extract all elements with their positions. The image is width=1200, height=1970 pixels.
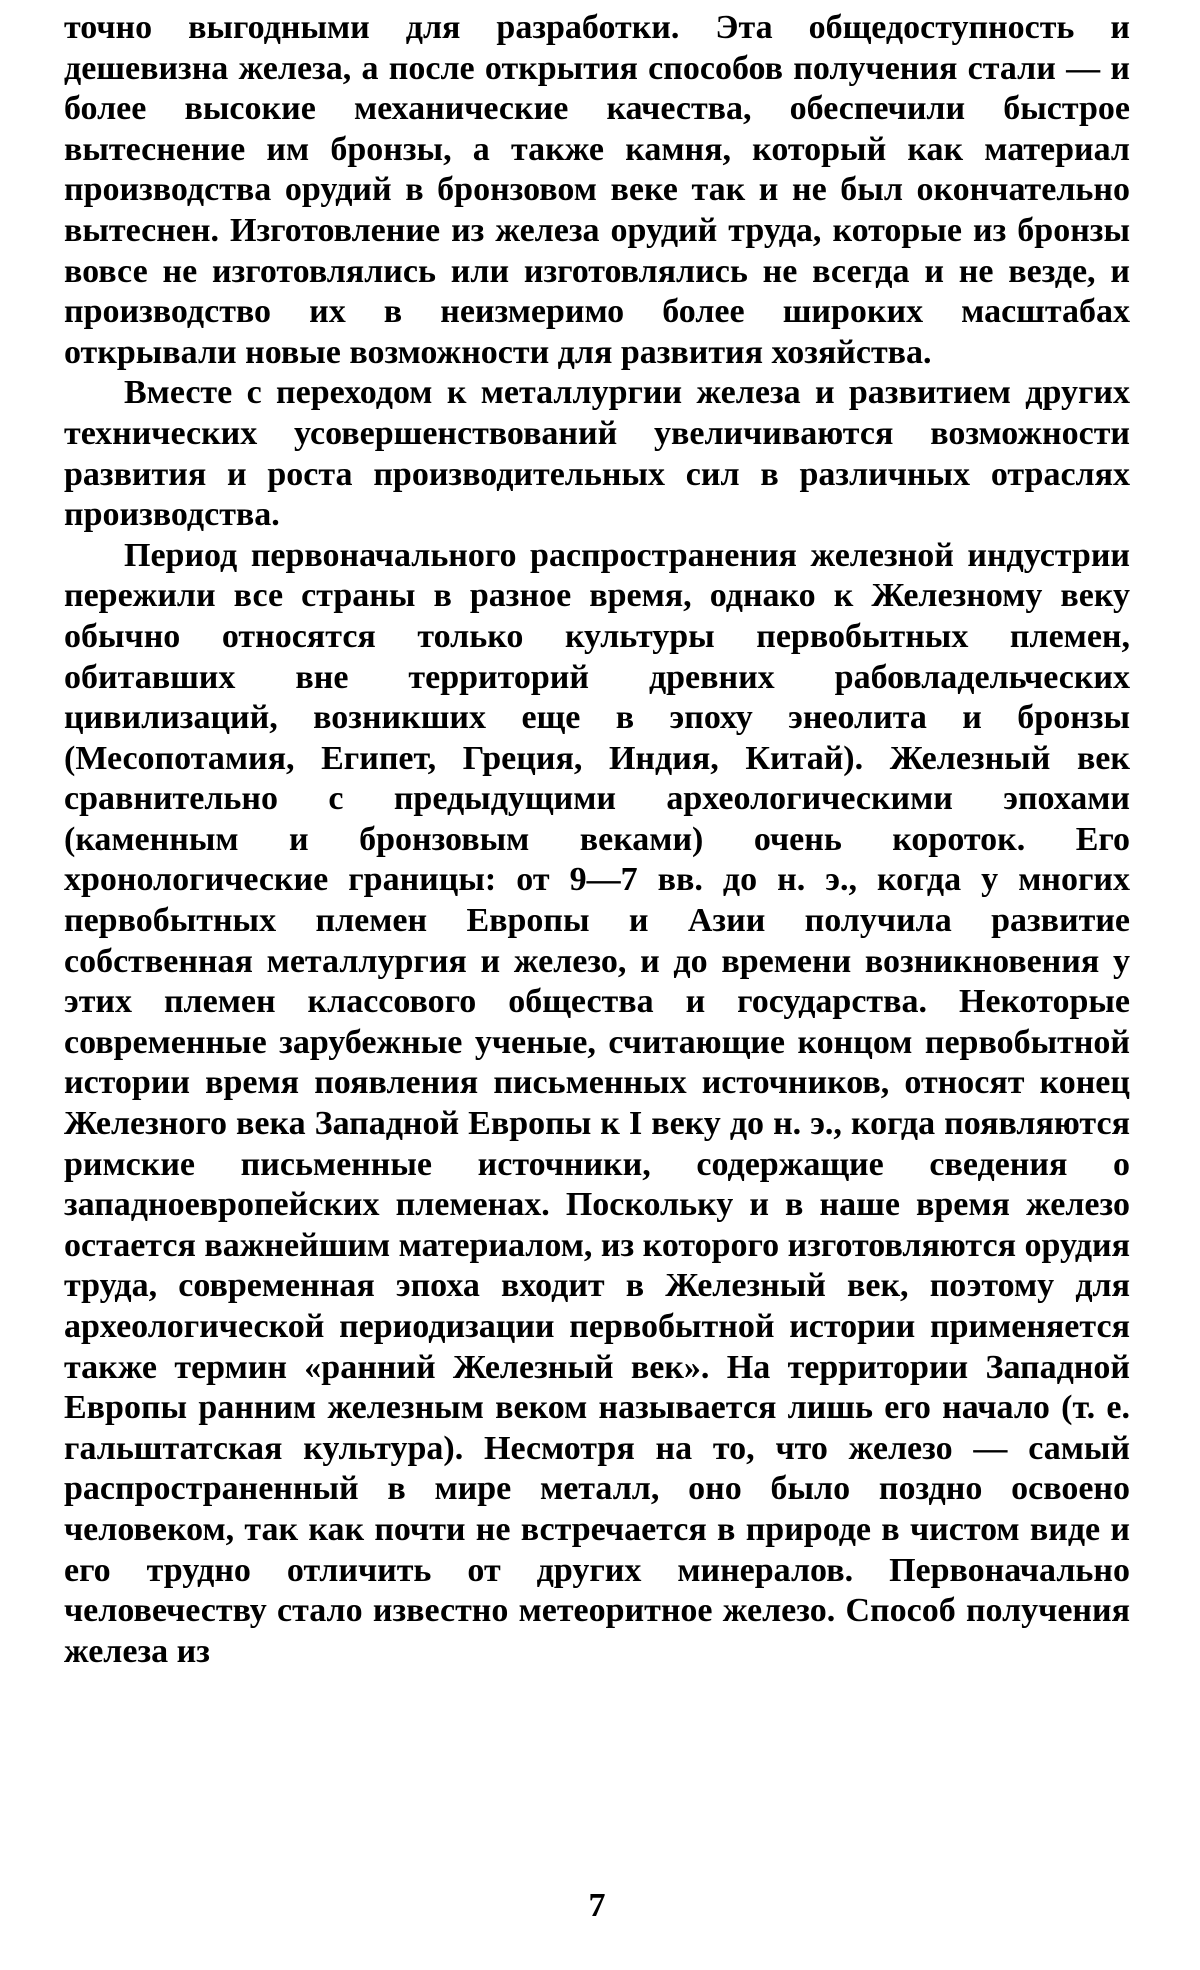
paragraph-metallurgy-progress: Вместе с переходом к металлургии железа и развитием других технических усовершенствований увеличиваются возможности развития и роста производительных сил в различных отраслях производства. xyxy=(64,374,1130,534)
page-number: 7 xyxy=(588,1887,606,1924)
paragraph-iron-age-period: Период первоначального распространения железной индустрии пережили все страны в разное время, однако к Железному веку обычно относятся только культуры первобытных племен, обитавших вне территорий древних рабовладельческих цивилизаций, возникших еще в эпоху энеолита и бронзы (Месопотамия, Египет, Греция, Индия, Китай). Железный век сравнительно с предыдущими археологическими эпохами (каменным и бронзовым веками) очень короток. Его хронологические границы: от 9—7 вв. до н. э., когда у многих первобытных племен Европы и Азии получила развитие собственная металлургия и железо, и до времени возникновения у этих племен классового общества и государства. Некоторые современные зарубежные ученые, считающие концом первобытной истории время появления письменных источников, относят конец Железного века Западной Европы к I веку до н. э., когда появляются римские письменные источники, содержащие сведения о западноевропейских племенах. Поскольку и в наше время железо остается важнейшим материалом, из которого изготовляются орудия труда, современная эпоха входит в Железный век, поэтому для археологической периодизации первобытной истории применяется также термин «ранний Железный век». На территории Западной Европы ранним железным веком называется лишь его начало (т. е. гальштатская культура). Несмотря на то, что железо — самый распространенный в мире металл, оно было поздно освоено человеком, так как почти не встречается в природе в чистом виде и его трудно отличить от других минералов. Первоначально человечеству стало известно метеоритное железо. Способ получения железа из xyxy=(64,536,1130,1670)
paragraph-continuation: точно выгодными для разработки. Эта общедоступность и дешевизна железа, а после открытия способов получения стали — и более высокие механические качества, обеспечили быстрое вытеснение им бронзы, а также камня, который как материал производства орудий в бронзовом веке так и не был окончательно вытеснен. Изготовление из железа орудий труда, которые из бронзы вовсе не изготовлялись или изготовлялись не всегда и не везде, и производство их в неизмеримо более широких масштабах открывали новые возможности для развития хозяйства. xyxy=(64,9,1130,371)
book-page xyxy=(64,8,1130,1958)
page-body-text xyxy=(64,8,1130,1672)
